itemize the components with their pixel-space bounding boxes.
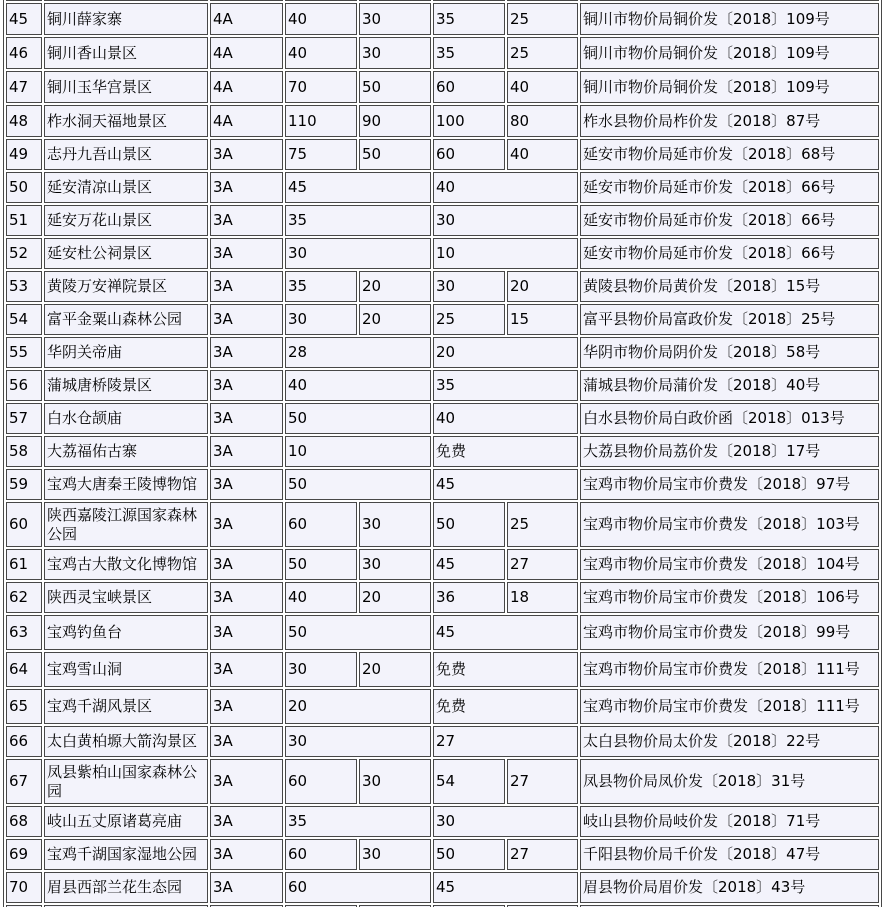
row-number-cell: 54 — [6, 304, 42, 335]
row-number-cell: 45 — [6, 3, 42, 35]
scenic-name-cell: 岐山五丈原诸葛亮庙 — [44, 806, 208, 837]
price-cell: 27 — [507, 759, 578, 804]
grade-cell: 4A — [210, 105, 283, 137]
price-cell: 45 — [285, 172, 431, 203]
empty-cell — [359, 0, 431, 1]
row-number-cell: 70 — [6, 872, 42, 903]
price-cell: 35 — [285, 271, 357, 302]
price-cell: 20 — [285, 689, 431, 724]
price-cell: 60 — [285, 839, 357, 870]
price-cell: 30 — [433, 205, 578, 236]
doc-number-cell: 柞水县物价局柞价发〔2018〕87号 — [580, 105, 879, 137]
price-cell: 30 — [359, 3, 431, 35]
grade-cell: 3A — [210, 839, 283, 870]
doc-number-cell: 宝鸡市物价局宝市价费发〔2018〕106号 — [580, 582, 879, 613]
price-cell: 80 — [507, 105, 578, 137]
price-cell: 100 — [433, 105, 505, 137]
table-row — [6, 3, 879, 35]
table-row — [6, 652, 879, 687]
doc-number-cell: 宝鸡市物价局宝市价费发〔2018〕111号 — [580, 689, 879, 724]
price-cell: 30 — [285, 726, 431, 757]
price-cell: 27 — [507, 839, 578, 870]
price-cell: 35 — [433, 370, 578, 401]
table-row — [6, 759, 879, 804]
row-number-cell: 69 — [6, 839, 42, 870]
row-number-cell: 63 — [6, 615, 42, 650]
price-cell: 30 — [285, 238, 431, 269]
scenic-name-cell: 志丹九吾山景区 — [44, 139, 208, 170]
price-cell: 35 — [433, 37, 505, 69]
price-cell: 45 — [433, 615, 578, 650]
scenic-name-cell: 陕西嘉陵江源国家森林公园 — [44, 502, 208, 547]
doc-number-cell: 岐山县物价局岐价发〔2018〕71号 — [580, 806, 879, 837]
scenic-name-cell: 蒲城唐桥陵景区 — [44, 370, 208, 401]
scenic-name-cell: 太白黄柏塬大箭沟景区 — [44, 726, 208, 757]
doc-number-cell: 宝鸡市物价局宝市价费发〔2018〕103号 — [580, 502, 879, 547]
price-cell: 免费 — [433, 436, 578, 467]
scenic-name-cell: 延安杜公祠景区 — [44, 238, 208, 269]
row-number-cell: 58 — [6, 436, 42, 467]
table-row — [6, 806, 879, 837]
scenic-name-cell: 宝鸡雪山洞 — [44, 652, 208, 687]
table-row — [6, 172, 879, 203]
row-number-cell: 66 — [6, 726, 42, 757]
scenic-name-cell: 宝鸡古大散文化博物馆 — [44, 549, 208, 580]
price-cell: 70 — [285, 71, 357, 103]
price-cell: 27 — [433, 726, 578, 757]
price-cell: 60 — [433, 139, 505, 170]
row-number-cell: 67 — [6, 759, 42, 804]
price-cell: 60 — [285, 872, 431, 903]
table-row — [6, 582, 879, 613]
row-number-cell: 65 — [6, 689, 42, 724]
price-cell: 20 — [359, 271, 431, 302]
price-cell: 30 — [359, 37, 431, 69]
empty-cell — [44, 0, 208, 1]
price-cell: 30 — [433, 806, 578, 837]
scenic-name-cell: 铜川香山景区 — [44, 37, 208, 69]
price-cell: 50 — [433, 839, 505, 870]
price-cell: 40 — [433, 403, 578, 434]
price-cell: 免费 — [433, 689, 578, 724]
doc-number-cell: 太白县物价局太价发〔2018〕22号 — [580, 726, 879, 757]
scenic-name-cell: 大荔福佑古寨 — [44, 436, 208, 467]
table-row — [6, 502, 879, 547]
scenic-name-cell: 柞水洞天福地景区 — [44, 105, 208, 137]
scenic-name-cell: 陕西灵宝峡景区 — [44, 582, 208, 613]
scenic-name-cell: 宝鸡千湖国家湿地公园 — [44, 839, 208, 870]
scenic-name-cell: 眉县西部兰花生态园 — [44, 872, 208, 903]
price-cell: 20 — [507, 271, 578, 302]
price-cell: 45 — [433, 549, 505, 580]
scenic-name-cell: 宝鸡千湖风景区 — [44, 689, 208, 724]
doc-number-cell: 千阳县物价局千价发〔2018〕47号 — [580, 839, 879, 870]
price-cell: 20 — [359, 652, 431, 687]
table-row — [6, 615, 879, 650]
row-number-cell: 62 — [6, 582, 42, 613]
grade-cell: 3A — [210, 172, 283, 203]
row-number-cell: 60 — [6, 502, 42, 547]
price-cell: 50 — [285, 615, 431, 650]
price-cell: 40 — [285, 370, 431, 401]
price-cell: 30 — [359, 759, 431, 804]
row-number-cell: 47 — [6, 71, 42, 103]
row-number-cell: 64 — [6, 652, 42, 687]
doc-number-cell: 华阴市物价局阴价发〔2018〕58号 — [580, 337, 879, 368]
grade-cell: 4A — [210, 71, 283, 103]
price-cell: 35 — [433, 3, 505, 35]
table-row — [6, 469, 879, 500]
grade-cell: 3A — [210, 403, 283, 434]
row-number-cell: 53 — [6, 271, 42, 302]
grade-cell: 3A — [210, 549, 283, 580]
scenic-name-cell: 黄陵万安禅院景区 — [44, 271, 208, 302]
price-cell: 40 — [285, 37, 357, 69]
table-row — [6, 37, 879, 69]
doc-number-cell: 延安市物价局延市价发〔2018〕66号 — [580, 238, 879, 269]
empty-cell — [210, 0, 283, 1]
table-row — [6, 139, 879, 170]
price-cell: 40 — [433, 172, 578, 203]
row-number-cell: 52 — [6, 238, 42, 269]
grade-cell: 3A — [210, 271, 283, 302]
table-row — [6, 304, 879, 335]
empty-cell — [6, 0, 42, 1]
price-cell: 50 — [285, 469, 431, 500]
doc-number-cell: 延安市物价局延市价发〔2018〕68号 — [580, 139, 879, 170]
scenic-name-cell: 延安万花山景区 — [44, 205, 208, 236]
table-row — [6, 549, 879, 580]
empty-cell — [507, 0, 578, 1]
price-cell: 30 — [285, 304, 357, 335]
row-number-cell: 57 — [6, 403, 42, 434]
price-cell: 35 — [285, 205, 431, 236]
price-cell: 30 — [359, 839, 431, 870]
doc-number-cell: 延安市物价局延市价发〔2018〕66号 — [580, 205, 879, 236]
price-cell: 30 — [359, 502, 431, 547]
table-row — [6, 71, 879, 103]
doc-number-cell: 眉县物价局眉价发〔2018〕43号 — [580, 872, 879, 903]
price-cell: 10 — [285, 436, 431, 467]
doc-number-cell: 宝鸡市物价局宝市价费发〔2018〕97号 — [580, 469, 879, 500]
grade-cell: 3A — [210, 652, 283, 687]
price-cell: 20 — [359, 582, 431, 613]
price-cell: 25 — [507, 502, 578, 547]
price-cell: 50 — [359, 139, 431, 170]
price-cell: 28 — [285, 337, 431, 368]
doc-number-cell: 铜川市物价局铜价发〔2018〕109号 — [580, 3, 879, 35]
scenic-name-cell: 宝鸡大唐秦王陵博物馆 — [44, 469, 208, 500]
grade-cell: 3A — [210, 469, 283, 500]
row-number-cell: 68 — [6, 806, 42, 837]
grade-cell: 3A — [210, 238, 283, 269]
scenic-name-cell: 宝鸡钓鱼台 — [44, 615, 208, 650]
grade-cell: 3A — [210, 726, 283, 757]
price-cell: 60 — [285, 759, 357, 804]
scenic-name-cell: 华阴关帝庙 — [44, 337, 208, 368]
price-cell: 18 — [507, 582, 578, 613]
doc-number-cell: 富平县物价局富政价发〔2018〕25号 — [580, 304, 879, 335]
scenic-name-cell: 延安清凉山景区 — [44, 172, 208, 203]
grade-cell: 4A — [210, 3, 283, 35]
price-cell: 54 — [433, 759, 505, 804]
price-cell: 15 — [507, 304, 578, 335]
row-number-cell: 46 — [6, 37, 42, 69]
scenic-name-cell: 凤县紫柏山国家森林公园 — [44, 759, 208, 804]
scenic-name-cell: 富平金粟山森林公园 — [44, 304, 208, 335]
price-cell: 45 — [433, 872, 578, 903]
grade-cell: 3A — [210, 872, 283, 903]
doc-number-cell: 宝鸡市物价局宝市价费发〔2018〕99号 — [580, 615, 879, 650]
row-number-cell: 48 — [6, 105, 42, 137]
empty-cell — [433, 0, 505, 1]
empty-cell — [285, 0, 357, 1]
table-row — [6, 839, 879, 870]
table-row — [6, 726, 879, 757]
table-row — [6, 238, 879, 269]
price-cell: 36 — [433, 582, 505, 613]
price-cell: 50 — [285, 549, 357, 580]
scenic-name-cell: 白水仓颉庙 — [44, 403, 208, 434]
price-cell: 30 — [359, 549, 431, 580]
table-row — [6, 205, 879, 236]
price-cell: 25 — [433, 304, 505, 335]
price-cell: 20 — [359, 304, 431, 335]
row-number-cell: 56 — [6, 370, 42, 401]
price-cell: 40 — [507, 71, 578, 103]
grade-cell: 3A — [210, 502, 283, 547]
row-number-cell: 50 — [6, 172, 42, 203]
price-cell: 110 — [285, 105, 357, 137]
grade-cell: 3A — [210, 304, 283, 335]
doc-number-cell: 蒲城县物价局蒲价发〔2018〕40号 — [580, 370, 879, 401]
doc-number-cell: 宝鸡市物价局宝市价费发〔2018〕111号 — [580, 652, 879, 687]
grade-cell: 3A — [210, 582, 283, 613]
table-row — [6, 403, 879, 434]
price-cell: 20 — [433, 337, 578, 368]
grade-cell: 3A — [210, 615, 283, 650]
doc-number-cell: 大荔县物价局荔价发〔2018〕17号 — [580, 436, 879, 467]
grade-cell: 3A — [210, 689, 283, 724]
doc-number-cell: 凤县物价局凤价发〔2018〕31号 — [580, 759, 879, 804]
table-row — [6, 370, 879, 401]
doc-number-cell: 铜川市物价局铜价发〔2018〕109号 — [580, 37, 879, 69]
empty-cell — [580, 0, 879, 1]
table-row — [6, 271, 879, 302]
grade-cell: 3A — [210, 436, 283, 467]
grade-cell: 3A — [210, 205, 283, 236]
table-row — [6, 689, 879, 724]
partial-row-top — [6, 0, 879, 1]
table-row — [6, 436, 879, 467]
price-cell: 60 — [285, 502, 357, 547]
table-row — [6, 872, 879, 903]
price-cell: 30 — [285, 652, 357, 687]
row-number-cell: 61 — [6, 549, 42, 580]
price-cell: 10 — [433, 238, 578, 269]
row-number-cell: 55 — [6, 337, 42, 368]
grade-cell: 3A — [210, 806, 283, 837]
scenic-name-cell: 铜川薛家寨 — [44, 3, 208, 35]
row-number-cell: 51 — [6, 205, 42, 236]
price-cell: 25 — [507, 37, 578, 69]
price-cell: 75 — [285, 139, 357, 170]
doc-number-cell: 白水县物价局白政价函〔2018〕013号 — [580, 403, 879, 434]
grade-cell: 3A — [210, 337, 283, 368]
price-cell: 40 — [285, 582, 357, 613]
price-cell: 35 — [285, 806, 431, 837]
price-cell: 50 — [285, 403, 431, 434]
price-cell: 50 — [359, 71, 431, 103]
doc-number-cell: 宝鸡市物价局宝市价费发〔2018〕104号 — [580, 549, 879, 580]
table-row — [6, 105, 879, 137]
grade-cell: 3A — [210, 139, 283, 170]
scenic-name-cell: 铜川玉华宫景区 — [44, 71, 208, 103]
price-cell: 60 — [433, 71, 505, 103]
price-cell: 免费 — [433, 652, 578, 687]
doc-number-cell: 铜川市物价局铜价发〔2018〕109号 — [580, 71, 879, 103]
price-cell: 45 — [433, 469, 578, 500]
price-cell: 90 — [359, 105, 431, 137]
price-cell: 50 — [433, 502, 505, 547]
price-cell: 40 — [507, 139, 578, 170]
price-cell: 30 — [433, 271, 505, 302]
doc-number-cell: 黄陵县物价局黄价发〔2018〕15号 — [580, 271, 879, 302]
table-row — [6, 337, 879, 368]
doc-number-cell: 延安市物价局延市价发〔2018〕66号 — [580, 172, 879, 203]
grade-cell: 3A — [210, 759, 283, 804]
price-cell: 40 — [285, 3, 357, 35]
grade-cell: 3A — [210, 370, 283, 401]
scenic-area-price-table — [3, 0, 882, 907]
row-number-cell: 59 — [6, 469, 42, 500]
row-number-cell: 49 — [6, 139, 42, 170]
price-cell: 25 — [507, 3, 578, 35]
price-cell: 27 — [507, 549, 578, 580]
grade-cell: 4A — [210, 37, 283, 69]
